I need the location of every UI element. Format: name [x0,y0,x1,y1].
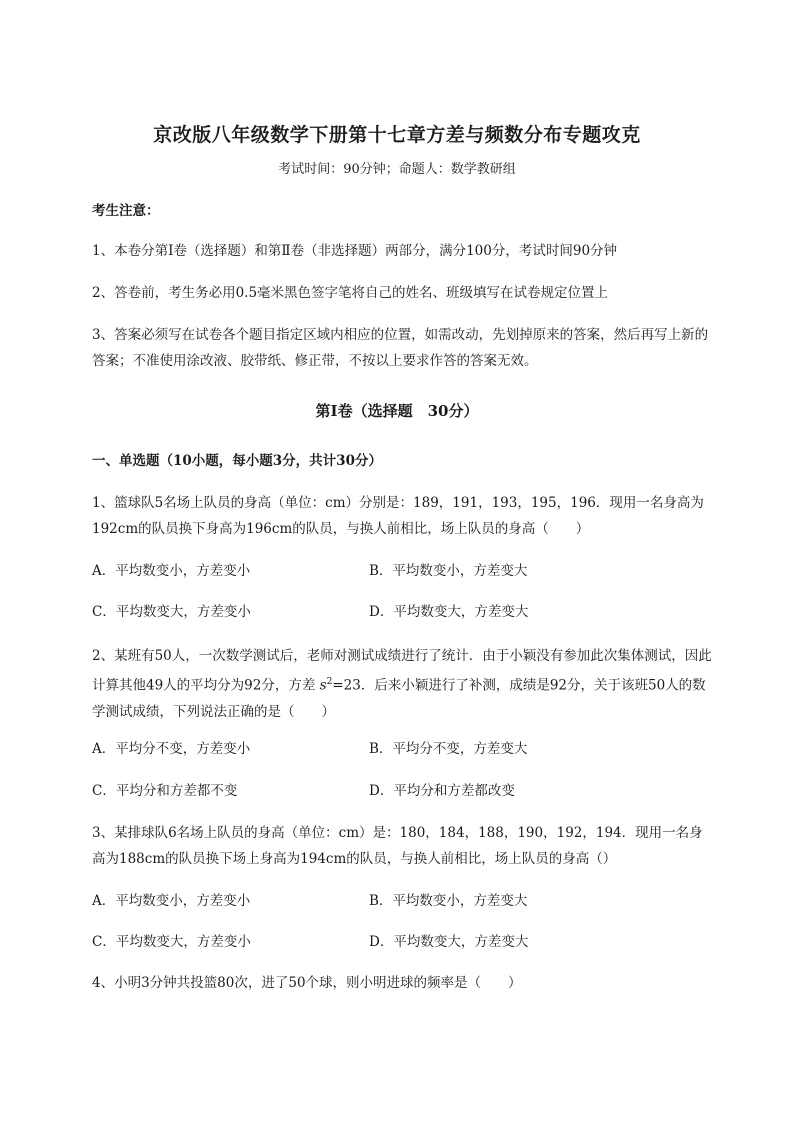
question-4: 4、小明3分钟共投篮80次，进了50个球，则小明进球的频率是（ ） [92,975,522,991]
q3-option-a[interactable]: A．平均数变小，方差变小 [92,893,251,909]
notice-item-1: 1、本卷分第I卷（选择题）和第Ⅱ卷（非选择题）两部分，满分100分，考试时间90分钟 [92,243,618,259]
question-3: 3、某排球队6名场上队员的身高（单位：cm）是：180，184，188，190，192，194．现用一名身高为188cm的队员换下场上身高为194cm的队员，与换人前相比，场上队员的身高（） [92,825,703,867]
notice-heading: 考生注意： [92,203,160,219]
q1-option-b[interactable]: B．平均数变小，方差变大 [369,563,528,579]
question-2 [92,643,712,725]
part-heading: 一、单选题（10小题，每小题3分，共计30分） [92,453,382,469]
question-1: 1、篮球队5名场上队员的身高（单位：cm）分别是：189，191，193，195，196．现用一名身高为192cm的队员换下身高为196cm的队员，与换人前相比，场上队员的身高（ ） [92,495,704,537]
q3-option-c[interactable]: C．平均数变大，方差变小 [92,934,251,950]
q1-option-d[interactable]: D．平均数变大，方差变大 [369,604,529,620]
q1-option-c[interactable]: C．平均数变大，方差变小 [92,604,251,620]
exam-subtitle: 考试时间：90分钟；命题人：数学教研组 [278,162,516,177]
q2-option-d[interactable]: D．平均分和方差都改变 [369,783,515,799]
q1-option-a[interactable]: A．平均数变小，方差变小 [92,563,251,579]
notice-item-3: 3、答案必须写在试卷各个题目指定区域内相应的位置，如需改动，先划掉原来的答案，然后再写上新的答案；不准使用涂改液、胶带纸、修正带，不按以上要求作答的答案无效。 [92,327,709,369]
q3-option-d[interactable]: D．平均数变大，方差变大 [369,934,529,950]
q2-option-a[interactable]: A．平均分不变，方差变小 [92,741,251,757]
notice-item-2: 2、答卷前，考生务必用0.5毫米黑色签字笔将自己的姓名、班级填写在试卷规定位置上 [92,285,609,301]
q2-option-c[interactable]: C．平均分和方差都不变 [92,783,238,799]
section-title: 第I卷（选择题 30分） [315,402,479,420]
q2-text-before: 2、某班有50人，一次数学测试后，老师对测试成绩进行了统计．由于小颖没有参加此次集体测试，因此计算其他49人的平均分为92分，方差 [92,648,712,694]
exam-title: 京改版八年级数学下册第十七章方差与频数分布专题攻克 [153,124,641,146]
q2-variance-symbol: s [319,677,327,694]
q3-option-b[interactable]: B．平均数变小，方差变大 [369,893,528,909]
q2-option-b[interactable]: B．平均分不变，方差变大 [369,741,528,757]
q2-variance-exponent: 2 [326,677,333,687]
q2-text-after: =23．后来小颖进行了补测，成绩是92分，关于该班50人的数学测试成绩，下列说法正确的是（ ） [92,677,706,720]
